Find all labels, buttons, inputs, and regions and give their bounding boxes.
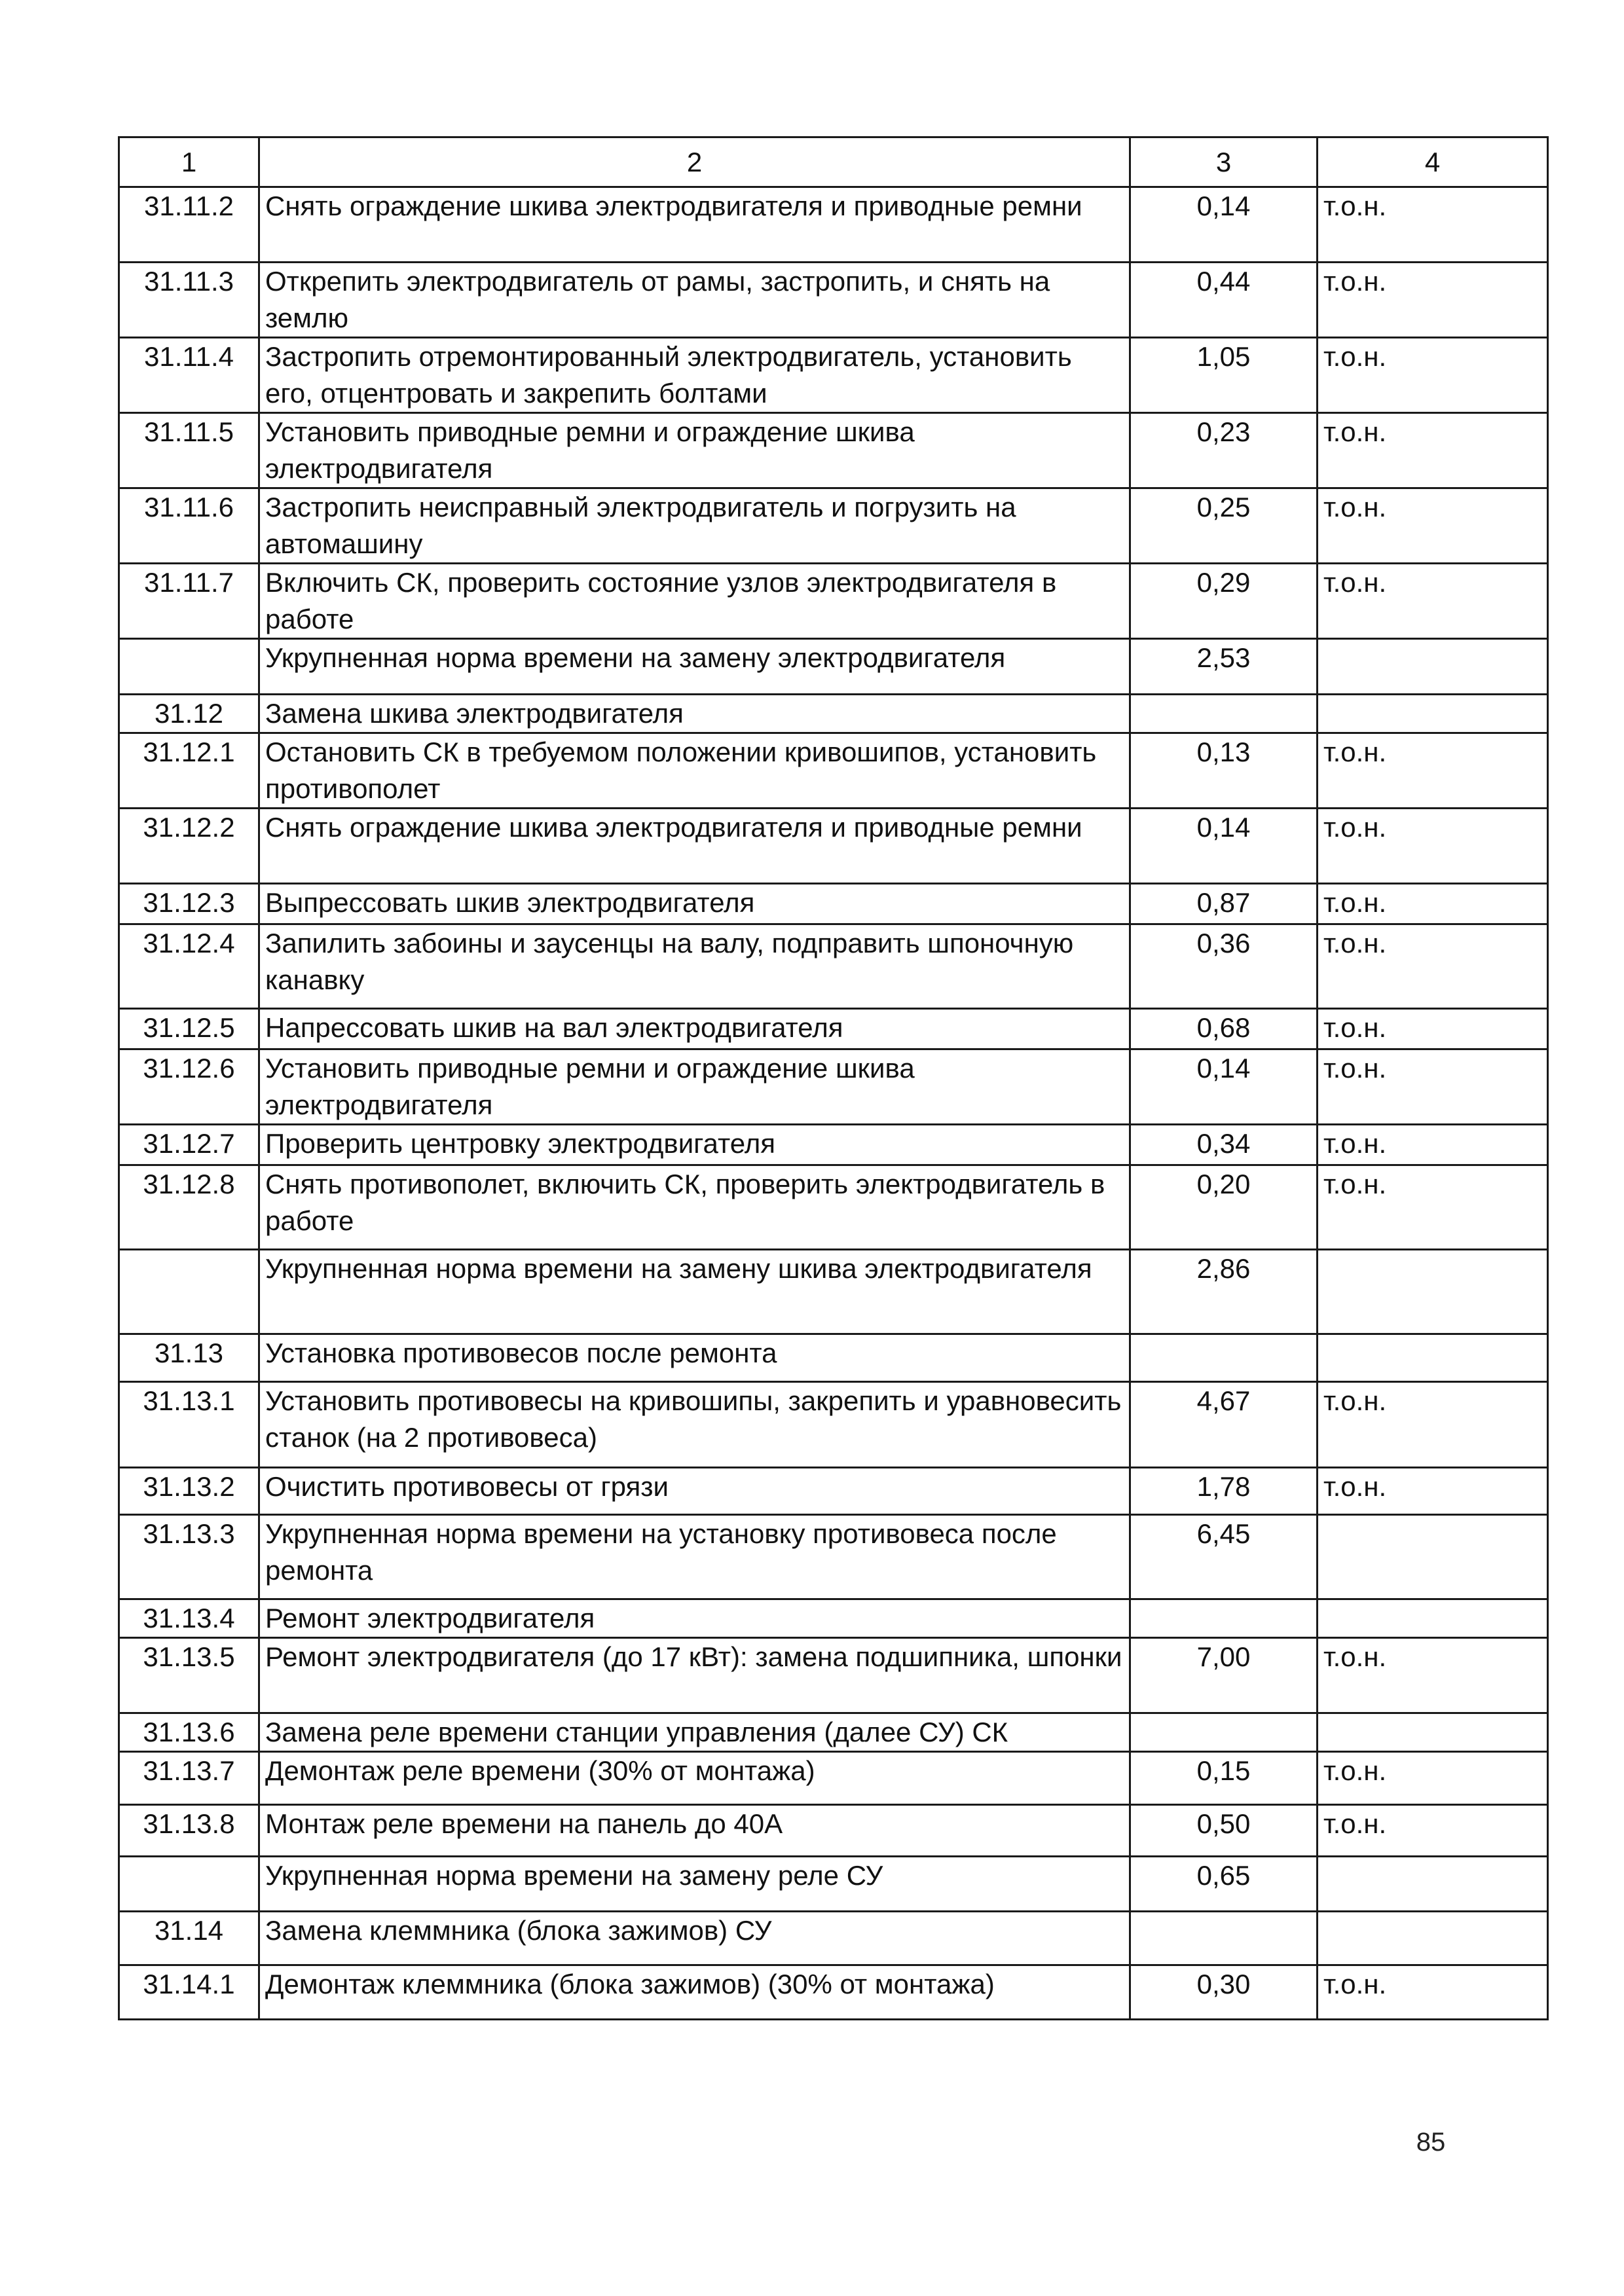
- item-description: Открепить электродвигатель от рамы, застропить, и снять на землю: [259, 263, 1130, 338]
- item-number: 31.12.7: [119, 1125, 259, 1165]
- item-description: Демонтаж реле времени (30% от монтажа): [259, 1752, 1130, 1805]
- unit-label: т.о.н.: [1318, 809, 1548, 884]
- time-norm-value: 2,86: [1130, 1250, 1318, 1334]
- item-number: [119, 639, 259, 695]
- table-row: [119, 1250, 1548, 1334]
- table-row: [119, 1125, 1548, 1165]
- unit-label: т.о.н.: [1318, 1752, 1548, 1805]
- item-number: 31.13.2: [119, 1468, 259, 1515]
- unit-label: т.о.н.: [1318, 1009, 1548, 1049]
- time-norms-table: [118, 136, 1549, 2020]
- item-description: Напрессовать шкив на вал электродвигателя: [259, 1009, 1130, 1049]
- item-description: Замена шкива электродвигателя: [259, 695, 1130, 733]
- item-description: Включить СК, проверить состояние узлов электродвигателя в работе: [259, 564, 1130, 639]
- table-row: [119, 1599, 1548, 1638]
- unit-label: [1318, 639, 1548, 695]
- item-description: Застропить неисправный электродвигатель и погрузить на автомашину: [259, 488, 1130, 564]
- item-number: 31.13.8: [119, 1805, 259, 1857]
- page-number: 85: [1416, 2128, 1446, 2157]
- item-number: 31.11.3: [119, 263, 259, 338]
- unit-label: т.о.н.: [1318, 187, 1548, 263]
- item-description: Ремонт электродвигателя (до 17 кВт): замена подшипника, шпонки: [259, 1638, 1130, 1713]
- item-description: Остановить СК в требуемом положении кривошипов, установить противополет: [259, 733, 1130, 809]
- column-header: 1: [119, 137, 259, 187]
- unit-label: т.о.н.: [1318, 263, 1548, 338]
- item-description: Очистить противовесы от грязи: [259, 1468, 1130, 1515]
- item-description: Укрупненная норма времени на замену электродвигателя: [259, 639, 1130, 695]
- table-row: [119, 1515, 1548, 1599]
- time-norm-value: 0,14: [1130, 1049, 1318, 1125]
- item-description: Замена реле времени станции управления (далее СУ) СК: [259, 1713, 1130, 1752]
- table-row: [119, 263, 1548, 338]
- item-number: [119, 1250, 259, 1334]
- item-number: 31.12.2: [119, 809, 259, 884]
- table-body: [119, 137, 1548, 2020]
- table-row: [119, 1638, 1548, 1713]
- item-number: 31.12.6: [119, 1049, 259, 1125]
- table-row: [119, 413, 1548, 488]
- table-row: [119, 1912, 1548, 1965]
- time-norm-value: 0,44: [1130, 263, 1318, 338]
- item-number: 31.11.7: [119, 564, 259, 639]
- item-number: 31.11.6: [119, 488, 259, 564]
- time-norm-value: 0,50: [1130, 1805, 1318, 1857]
- time-norm-value: 0,14: [1130, 809, 1318, 884]
- table-row: [119, 564, 1548, 639]
- table-row: [119, 187, 1548, 263]
- item-number: 31.13.3: [119, 1515, 259, 1599]
- table-row: [119, 695, 1548, 733]
- unit-label: т.о.н.: [1318, 564, 1548, 639]
- item-description: Установить приводные ремни и ограждение шкива электродвигателя: [259, 1049, 1130, 1125]
- time-norm-value: 1,78: [1130, 1468, 1318, 1515]
- item-number: 31.13.4: [119, 1599, 259, 1638]
- item-description: Выпрессовать шкив электродвигателя: [259, 884, 1130, 924]
- table-row: [119, 639, 1548, 695]
- item-number: 31.14: [119, 1912, 259, 1965]
- unit-label: [1318, 1713, 1548, 1752]
- unit-label: [1318, 1599, 1548, 1638]
- time-norm-value: [1130, 1713, 1318, 1752]
- item-description: Укрупненная норма времени на замену шкива электродвигателя: [259, 1250, 1130, 1334]
- item-description: Установить противовесы на кривошипы, закрепить и уравновесить станок (на 2 противовеса): [259, 1382, 1130, 1468]
- time-norm-value: 0,36: [1130, 924, 1318, 1009]
- table-row: [119, 1965, 1548, 2020]
- unit-label: [1318, 1515, 1548, 1599]
- table-row: [119, 1468, 1548, 1515]
- table-row: [119, 1752, 1548, 1805]
- table-row: [119, 1713, 1548, 1752]
- unit-label: т.о.н.: [1318, 338, 1548, 413]
- item-description: Монтаж реле времени на панель до 40А: [259, 1805, 1130, 1857]
- item-description: Снять противополет, включить СК, проверить электродвигатель в работе: [259, 1165, 1130, 1250]
- unit-label: т.о.н.: [1318, 924, 1548, 1009]
- time-norm-value: 0,29: [1130, 564, 1318, 639]
- unit-label: т.о.н.: [1318, 488, 1548, 564]
- item-number: 31.13.1: [119, 1382, 259, 1468]
- column-header: 2: [259, 137, 1130, 187]
- table-row: [119, 1857, 1548, 1912]
- item-description: Укрупненная норма времени на замену реле СУ: [259, 1857, 1130, 1912]
- column-header: 3: [1130, 137, 1318, 187]
- unit-label: [1318, 1250, 1548, 1334]
- column-header: 4: [1318, 137, 1548, 187]
- item-number: 31.12.3: [119, 884, 259, 924]
- time-norm-value: [1130, 1912, 1318, 1965]
- unit-label: т.о.н.: [1318, 1049, 1548, 1125]
- unit-label: [1318, 1857, 1548, 1912]
- time-norm-value: 0,13: [1130, 733, 1318, 809]
- table-row: [119, 924, 1548, 1009]
- time-norm-value: 0,34: [1130, 1125, 1318, 1165]
- time-norm-value: 0,87: [1130, 884, 1318, 924]
- unit-label: т.о.н.: [1318, 1638, 1548, 1713]
- time-norm-value: 0,25: [1130, 488, 1318, 564]
- item-number: 31.12.1: [119, 733, 259, 809]
- time-norm-value: 0,14: [1130, 187, 1318, 263]
- time-norm-value: [1130, 1334, 1318, 1382]
- unit-label: т.о.н.: [1318, 1382, 1548, 1468]
- item-number: 31.11.4: [119, 338, 259, 413]
- table-row: [119, 1165, 1548, 1250]
- time-norm-value: 0,30: [1130, 1965, 1318, 2020]
- time-norm-value: 0,23: [1130, 413, 1318, 488]
- unit-label: т.о.н.: [1318, 1165, 1548, 1250]
- table-row: [119, 338, 1548, 413]
- item-description: Снять ограждение шкива электродвигателя и приводные ремни: [259, 809, 1130, 884]
- item-description: Ремонт электродвигателя: [259, 1599, 1130, 1638]
- table-row: [119, 1049, 1548, 1125]
- item-description: Установить приводные ремни и ограждение шкива электродвигателя: [259, 413, 1130, 488]
- item-description: Проверить центровку электродвигателя: [259, 1125, 1130, 1165]
- item-number: 31.14.1: [119, 1965, 259, 2020]
- item-description: Снять ограждение шкива электродвигателя и приводные ремни: [259, 187, 1130, 263]
- table-row: [119, 809, 1548, 884]
- time-norm-value: [1130, 695, 1318, 733]
- unit-label: [1318, 1912, 1548, 1965]
- item-description: Укрупненная норма времени на установку противовеса после ремонта: [259, 1515, 1130, 1599]
- time-norm-value: 0,65: [1130, 1857, 1318, 1912]
- unit-label: [1318, 1334, 1548, 1382]
- time-norm-value: 4,67: [1130, 1382, 1318, 1468]
- item-number: 31.11.2: [119, 187, 259, 263]
- item-description: Застропить отремонтированный электродвигатель, установить его, отцентровать и закрепить болтами: [259, 338, 1130, 413]
- time-norm-value: 1,05: [1130, 338, 1318, 413]
- item-number: [119, 1857, 259, 1912]
- unit-label: т.о.н.: [1318, 1965, 1548, 2020]
- time-norm-value: 6,45: [1130, 1515, 1318, 1599]
- item-description: Замена клеммника (блока зажимов) СУ: [259, 1912, 1130, 1965]
- unit-label: т.о.н.: [1318, 733, 1548, 809]
- item-number: 31.12.5: [119, 1009, 259, 1049]
- time-norm-value: 0,68: [1130, 1009, 1318, 1049]
- unit-label: т.о.н.: [1318, 884, 1548, 924]
- unit-label: т.о.н.: [1318, 1805, 1548, 1857]
- table-row: [119, 1382, 1548, 1468]
- item-number: 31.13.5: [119, 1638, 259, 1713]
- time-norm-value: [1130, 1599, 1318, 1638]
- table-row: [119, 733, 1548, 809]
- table-row: [119, 1334, 1548, 1382]
- unit-label: т.о.н.: [1318, 1468, 1548, 1515]
- time-norm-value: 0,20: [1130, 1165, 1318, 1250]
- item-number: 31.12.4: [119, 924, 259, 1009]
- table-row: [119, 488, 1548, 564]
- item-number: 31.13: [119, 1334, 259, 1382]
- item-description: Установка противовесов после ремонта: [259, 1334, 1130, 1382]
- item-number: 31.12: [119, 695, 259, 733]
- item-number: 31.11.5: [119, 413, 259, 488]
- unit-label: т.о.н.: [1318, 1125, 1548, 1165]
- unit-label: т.о.н.: [1318, 413, 1548, 488]
- table-row: [119, 884, 1548, 924]
- table-row: [119, 1805, 1548, 1857]
- item-number: 31.12.8: [119, 1165, 259, 1250]
- item-number: 31.13.7: [119, 1752, 259, 1805]
- unit-label: [1318, 695, 1548, 733]
- time-norm-value: 7,00: [1130, 1638, 1318, 1713]
- item-number: 31.13.6: [119, 1713, 259, 1752]
- item-description: Запилить забоины и заусенцы на валу, подправить шпоночную канавку: [259, 924, 1130, 1009]
- time-norm-value: 2,53: [1130, 639, 1318, 695]
- item-description: Демонтаж клеммника (блока зажимов) (30% от монтажа): [259, 1965, 1130, 2020]
- time-norm-value: 0,15: [1130, 1752, 1318, 1805]
- table-row: [119, 1009, 1548, 1049]
- header-row: [119, 137, 1548, 187]
